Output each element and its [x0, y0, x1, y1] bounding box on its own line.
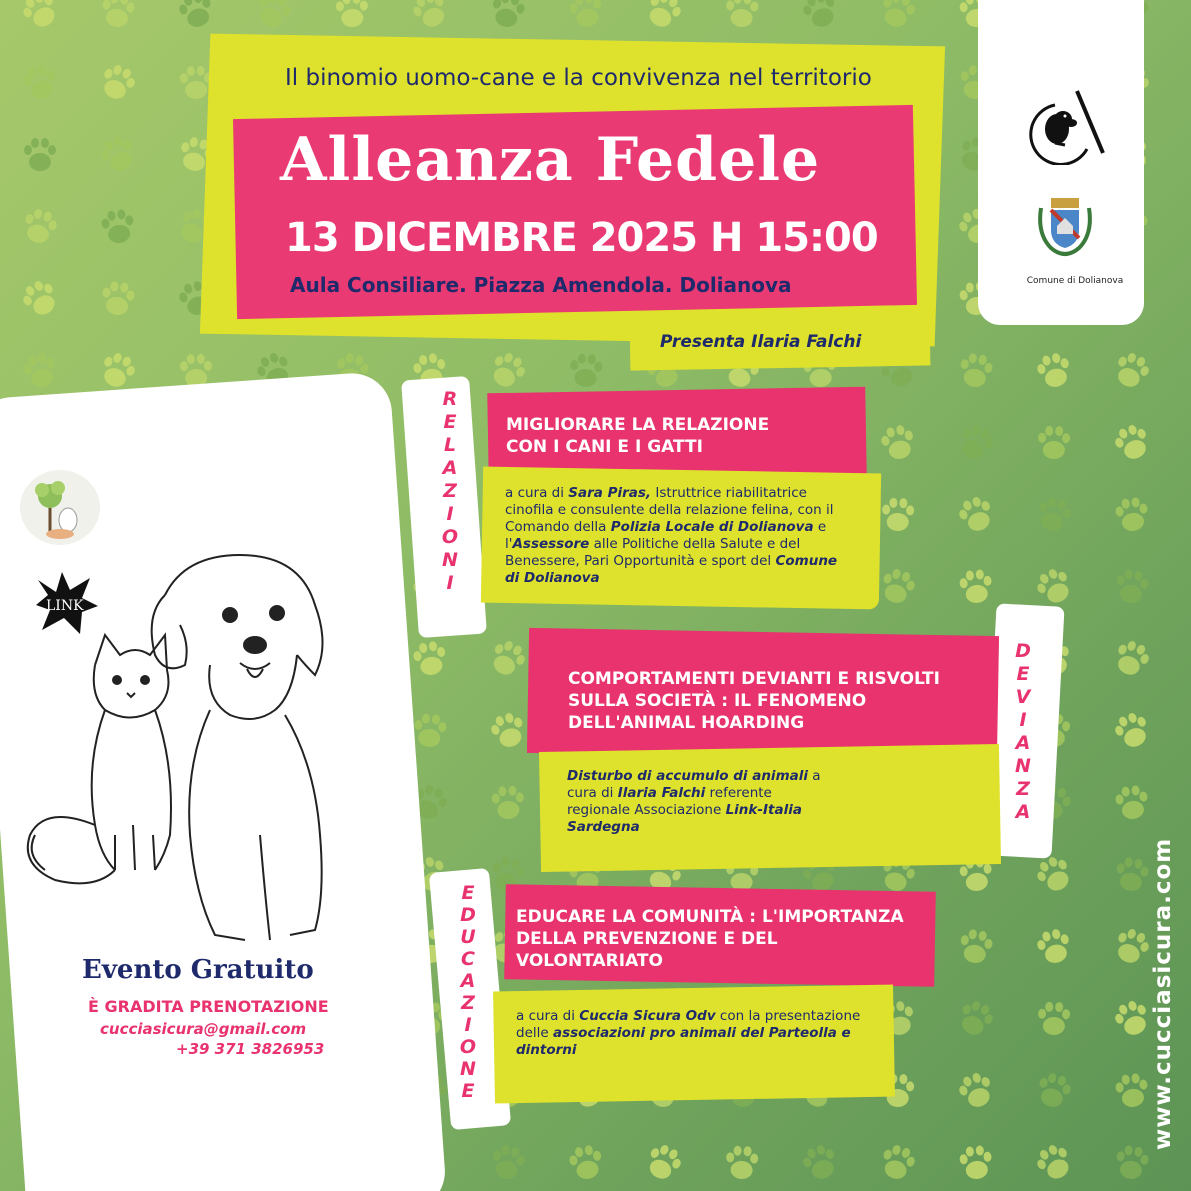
paw-print-icon — [725, 0, 759, 28]
paw-print-icon — [1114, 856, 1150, 893]
paw-print-icon — [335, 0, 368, 28]
event-subtitle: Il binomio uomo-cane e la convivenza nel territorio — [285, 65, 872, 91]
paw-print-icon — [176, 0, 216, 31]
dog-and-cat-illustration — [15, 535, 360, 955]
plain-text: a cura di — [516, 1008, 580, 1024]
paw-print-icon — [1038, 426, 1071, 460]
plain-text: Istruttrice riabilitatrice cinofila e consulente della relazione felina, con il Comando della — [505, 485, 834, 535]
emphasis-text: Link-Italia Sardegna — [567, 802, 802, 835]
plain-text: alle Politiche della Salute e del Benessere, Pari Opportunità e sport del — [505, 536, 801, 569]
contact-email[interactable]: cucciasicura@gmail.com — [100, 1020, 307, 1038]
paw-print-icon — [489, 1143, 527, 1182]
emphasis-text: Assessore — [512, 536, 590, 552]
paw-print-icon — [486, 348, 529, 392]
vertical-letter: D — [460, 904, 476, 926]
event-location: Aula Consiliare. Piazza Amendola. Dolianova — [290, 273, 792, 297]
paw-print-icon — [958, 352, 995, 390]
paw-print-icon — [1038, 1002, 1071, 1036]
paw-print-icon — [878, 1142, 918, 1183]
vertical-letter: O — [459, 1036, 477, 1058]
paw-print-icon — [878, 566, 918, 607]
paw-print-icon — [20, 62, 59, 102]
paw-print-icon — [958, 928, 995, 966]
tree-cat-logo — [20, 470, 100, 545]
event-title: Alleanza Fedele — [280, 125, 821, 195]
vertical-letter: Z — [1016, 778, 1030, 800]
paw-print-icon — [958, 568, 993, 604]
paw-print-icon — [1111, 421, 1153, 464]
paw-print-icon — [1032, 852, 1076, 896]
comune-crest-icon — [1037, 190, 1093, 258]
cuccia-sicura-logo — [1025, 85, 1105, 165]
paw-print-icon — [100, 0, 136, 29]
vertical-letter: N — [1015, 755, 1031, 777]
paw-print-icon — [569, 353, 603, 388]
paw-print-icon — [958, 1144, 993, 1180]
emphasis-text: Disturbo di accumulo di animali — [567, 768, 808, 784]
booking-note: È GRADITA PRENOTAZIONE — [88, 997, 329, 1016]
paw-print-icon — [567, 0, 605, 30]
paw-print-icon — [100, 280, 136, 317]
paw-print-icon — [1111, 349, 1153, 392]
event-date-time: 13 DICEMBRE 2025 H 15:00 — [285, 215, 878, 261]
paw-print-icon — [1034, 494, 1074, 535]
section-educazione-title: EDUCARE LA COMUNITÀ : L'IMPORTANZA DELLA PREVENZIONE E DEL VOLONTARIATO — [516, 907, 904, 971]
paw-print-icon — [253, 0, 295, 32]
emphasis-text: Polizia Locale di Dolianova — [610, 519, 814, 535]
paw-print-icon — [24, 138, 56, 171]
section-educazione-description — [516, 1008, 881, 1059]
emphasis-text: associazioni pro animali del Parteolla e dintorni — [516, 1025, 851, 1058]
vertical-letter: C — [461, 948, 475, 970]
comune-label: Comune di Dolianova — [1026, 276, 1124, 286]
vertical-letter: N — [460, 1058, 476, 1080]
paw-print-icon — [18, 0, 62, 33]
free-event-label: Evento Gratuito — [82, 955, 314, 985]
paw-print-icon — [409, 0, 452, 32]
vertical-letter: A — [442, 457, 458, 479]
plain-text: con la presentazione delle — [516, 1008, 861, 1041]
paw-print-icon — [1111, 997, 1153, 1040]
paw-print-icon — [20, 206, 59, 246]
vertical-letter: I — [1019, 709, 1027, 731]
emphasis-text: Ilaria Falchi — [617, 785, 706, 801]
vertical-letter: U — [460, 926, 476, 948]
paw-print-icon — [1114, 568, 1150, 605]
vertical-letter: A — [1015, 732, 1031, 754]
vertical-letter: Z — [443, 480, 457, 502]
paw-print-icon — [1111, 637, 1153, 680]
emphasis-text: Comune di Dolianova — [505, 553, 838, 586]
paw-print-icon — [954, 421, 997, 464]
paw-print-icon — [1114, 496, 1150, 533]
paw-print-icon — [567, 1143, 605, 1181]
vertical-letter: O — [441, 526, 459, 548]
contact-phone[interactable]: +39 371 3826953 — [176, 1040, 325, 1058]
paw-print-icon — [878, 0, 918, 31]
section-devianza-title: COMPORTAMENTI DEVIANTI E RISVOLTI SULLA SOCIETÀ : IL FENOMENO DELL'ANIMAL HOARDING — [568, 669, 940, 733]
vertical-letter: V — [1015, 686, 1031, 708]
svg-text:LINK: LINK — [46, 598, 84, 614]
paw-print-icon — [488, 710, 529, 751]
paw-print-icon — [1114, 1072, 1150, 1109]
presenter-label: Presenta Ilaria Falchi — [660, 332, 862, 352]
section-educazione-vertical-label — [448, 882, 488, 1102]
paw-print-icon — [491, 785, 525, 820]
paw-print-icon — [1035, 927, 1074, 967]
section-relazioni-description — [505, 485, 845, 587]
paw-print-icon — [1032, 1140, 1076, 1184]
paw-print-icon — [725, 1145, 759, 1180]
section-devianza-description — [567, 768, 837, 836]
vertical-letter: I — [446, 572, 454, 594]
emphasis-text: Sara Piras, — [568, 485, 652, 501]
paw-print-icon — [1111, 709, 1153, 752]
section-devianza-vertical-label — [1003, 640, 1043, 824]
paw-print-icon — [879, 423, 918, 462]
vertical-letter: N — [442, 549, 458, 571]
vertical-letter: L — [443, 434, 457, 456]
paw-print-icon — [955, 1069, 997, 1111]
plain-text: a cura di — [567, 768, 821, 801]
vertical-letter: Z — [461, 992, 475, 1014]
paw-print-icon — [97, 61, 139, 104]
plain-text: a cura di — [505, 485, 569, 501]
paw-print-icon — [1114, 784, 1150, 821]
paw-print-icon — [97, 349, 139, 392]
paw-print-icon — [486, 636, 529, 680]
emphasis-text: Cuccia Sicura Odv — [579, 1008, 716, 1024]
vertical-letter: A — [1015, 801, 1031, 823]
paw-print-icon — [1034, 1070, 1074, 1111]
paw-print-icon — [489, 0, 527, 30]
vertical-letter: E — [1016, 663, 1030, 685]
vertical-letter: R — [442, 388, 458, 410]
plain-text: referente regionale Associazione — [567, 785, 772, 818]
paw-print-icon — [1111, 925, 1153, 968]
vertical-letter: D — [1015, 640, 1031, 662]
paw-print-icon — [180, 354, 213, 388]
paw-print-icon — [18, 276, 62, 321]
paw-print-icon — [799, 0, 840, 31]
paw-print-icon — [642, 1141, 685, 1185]
vertical-letter: I — [464, 1014, 472, 1036]
vertical-letter: E — [443, 411, 457, 433]
plain-text: e l' — [505, 519, 827, 552]
paw-print-icon — [1035, 351, 1074, 391]
vertical-letter: I — [446, 503, 454, 525]
paw-print-icon — [20, 350, 59, 390]
website-url[interactable]: www.cucciasicura.com — [1150, 837, 1176, 1150]
paw-print-icon — [642, 0, 685, 32]
paw-print-icon — [954, 997, 997, 1040]
paw-print-icon — [881, 497, 914, 531]
vertical-letter: E — [461, 1080, 475, 1102]
paw-print-icon — [955, 493, 997, 535]
paw-print-icon — [1032, 564, 1076, 608]
paw-print-icon — [411, 639, 448, 677]
vertical-letter: E — [461, 882, 475, 904]
paw-print-icon — [100, 208, 136, 245]
paw-print-icon — [1114, 1144, 1150, 1181]
paw-print-icon — [97, 133, 139, 176]
paw-print-icon — [413, 713, 448, 749]
section-relazioni-title: MIGLIORARE LA RELAZIONE CON I CANI E I GATTI — [506, 415, 770, 457]
paw-print-icon — [799, 1141, 840, 1183]
vertical-letter: A — [460, 970, 476, 992]
section-relazioni-vertical-label — [430, 388, 470, 595]
